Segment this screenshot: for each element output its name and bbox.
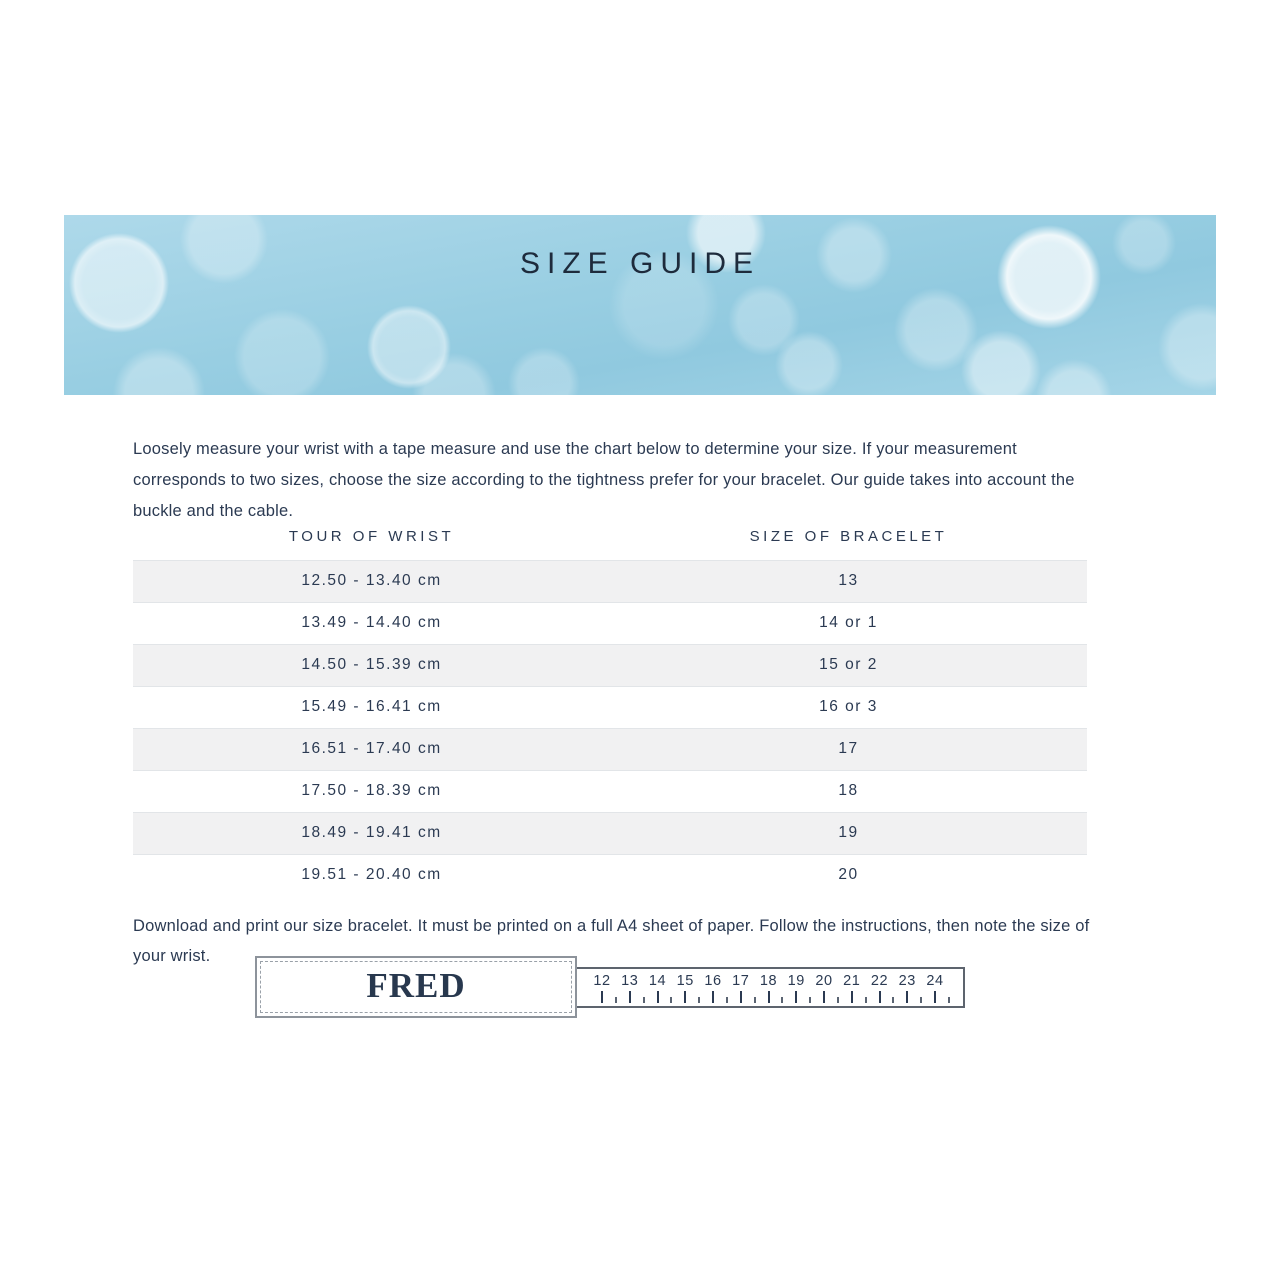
ruler-minor-tick — [643, 997, 645, 1003]
table-row — [133, 728, 1087, 770]
intro-text: Loosely measure your wrist with a tape measure and use the chart below to determine your size. If your measurement corresponds to two sizes, choose the size according to the tightness prefer for your bracelet. Our guide takes into account the buckle and the cable. — [133, 440, 1075, 520]
ruler-number: 22 — [870, 973, 889, 989]
bracelet-size-cell: 19 — [610, 812, 1087, 854]
bracelet-size-cell: 13 — [610, 560, 1087, 602]
bracelet-size-cell: 20 — [838, 866, 859, 884]
ruler-minor-tick — [920, 997, 922, 1003]
column-header-tour-of-wrist: TOUR OF WRIST — [288, 527, 455, 545]
wrist-range-cell: 13.49 - 14.40 cm — [301, 614, 442, 631]
ruler-scale — [575, 967, 965, 1008]
bracelet-size-cell: 14 or 1 — [819, 614, 878, 631]
ruler-major-tick — [657, 991, 659, 1003]
ruler-major-tick — [879, 991, 881, 1003]
wrist-range-cell: 15.49 - 16.41 cm — [301, 698, 442, 715]
ruler-number: 15 — [676, 973, 694, 989]
wrist-range-cell: 14.50 - 15.39 cm — [133, 644, 610, 686]
bracelet-size-cell: 18 — [838, 782, 859, 799]
ruler-major-tick — [851, 991, 853, 1003]
ruler-minor-tick — [615, 997, 617, 1003]
bracelet-size-cell: 16 or 3 — [819, 698, 878, 715]
ruler-major-tick — [934, 991, 936, 1003]
ruler-major-tick — [629, 991, 631, 1003]
ruler-minor-tick — [865, 997, 867, 1003]
fred-logo: FRED — [366, 966, 466, 1005]
ruler-major-tick — [712, 991, 714, 1003]
ruler-major-tick — [768, 991, 770, 1003]
banner — [64, 215, 1216, 395]
table-row — [133, 770, 1087, 812]
ruler-number: 20 — [815, 973, 833, 989]
ruler-brand-box — [255, 956, 577, 1018]
header-row — [133, 513, 1087, 560]
download-instructions-text: Download and print our size bracelet. It must be printed on a full A4 sheet of paper. Follow the instructions, then note the size of your wrist. — [133, 917, 1090, 965]
ruler-minor-tick — [892, 997, 894, 1003]
ruler-number: 19 — [787, 973, 805, 989]
wrist-range-cell: 16.51 - 17.40 cm — [133, 728, 610, 770]
ruler-major-tick — [684, 991, 686, 1003]
size-table-body — [133, 560, 1087, 896]
table-row — [133, 560, 1087, 602]
ruler-minor-tick — [754, 997, 756, 1003]
table-row — [133, 812, 1087, 854]
ruler-minor-tick — [726, 997, 728, 1003]
table-row — [133, 602, 1087, 644]
wrist-range-cell: 18.49 - 19.41 cm — [133, 812, 610, 854]
ruler-major-tick — [740, 991, 742, 1003]
ruler-number: 13 — [621, 973, 639, 989]
wrist-range-cell: 19.51 - 20.40 cm — [301, 866, 442, 884]
ruler-minor-tick — [781, 997, 783, 1003]
ruler-major-tick — [906, 991, 908, 1003]
printable-ruler-graphic — [255, 956, 965, 1020]
page-title: SIZE GUIDE — [519, 247, 761, 280]
table-row — [133, 644, 1087, 686]
ruler-major-tick — [823, 991, 825, 1003]
ruler-number: 24 — [926, 973, 944, 989]
wrist-range-cell: 12.50 - 13.40 cm — [133, 560, 610, 602]
ruler-number: 23 — [898, 973, 916, 989]
column-header-size-of-bracelet: SIZE OF BRACELET — [749, 527, 948, 545]
bracelet-size-cell: 17 — [610, 728, 1087, 770]
ruler-minor-tick — [837, 997, 839, 1003]
ruler-number: 17 — [732, 973, 750, 989]
table-row — [133, 686, 1087, 728]
ruler-number: 12 — [593, 973, 611, 989]
ruler-number: 18 — [759, 973, 778, 989]
table-row — [133, 854, 1087, 896]
ruler-minor-tick — [698, 997, 700, 1003]
ruler-minor-tick — [809, 997, 811, 1003]
ruler-number: 21 — [843, 973, 861, 989]
ruler-minor-tick — [670, 997, 672, 1003]
ruler-minor-tick — [948, 997, 950, 1003]
ruler-number: 16 — [704, 973, 722, 989]
ruler-major-tick — [795, 991, 797, 1003]
bracelet-size-cell: 15 or 2 — [610, 644, 1087, 686]
size-table — [133, 513, 1087, 896]
size-table-header — [133, 513, 1087, 560]
ruler-major-tick — [601, 991, 603, 1003]
wrist-range-cell: 17.50 - 18.39 cm — [301, 782, 442, 799]
ruler-number: 14 — [648, 973, 667, 989]
